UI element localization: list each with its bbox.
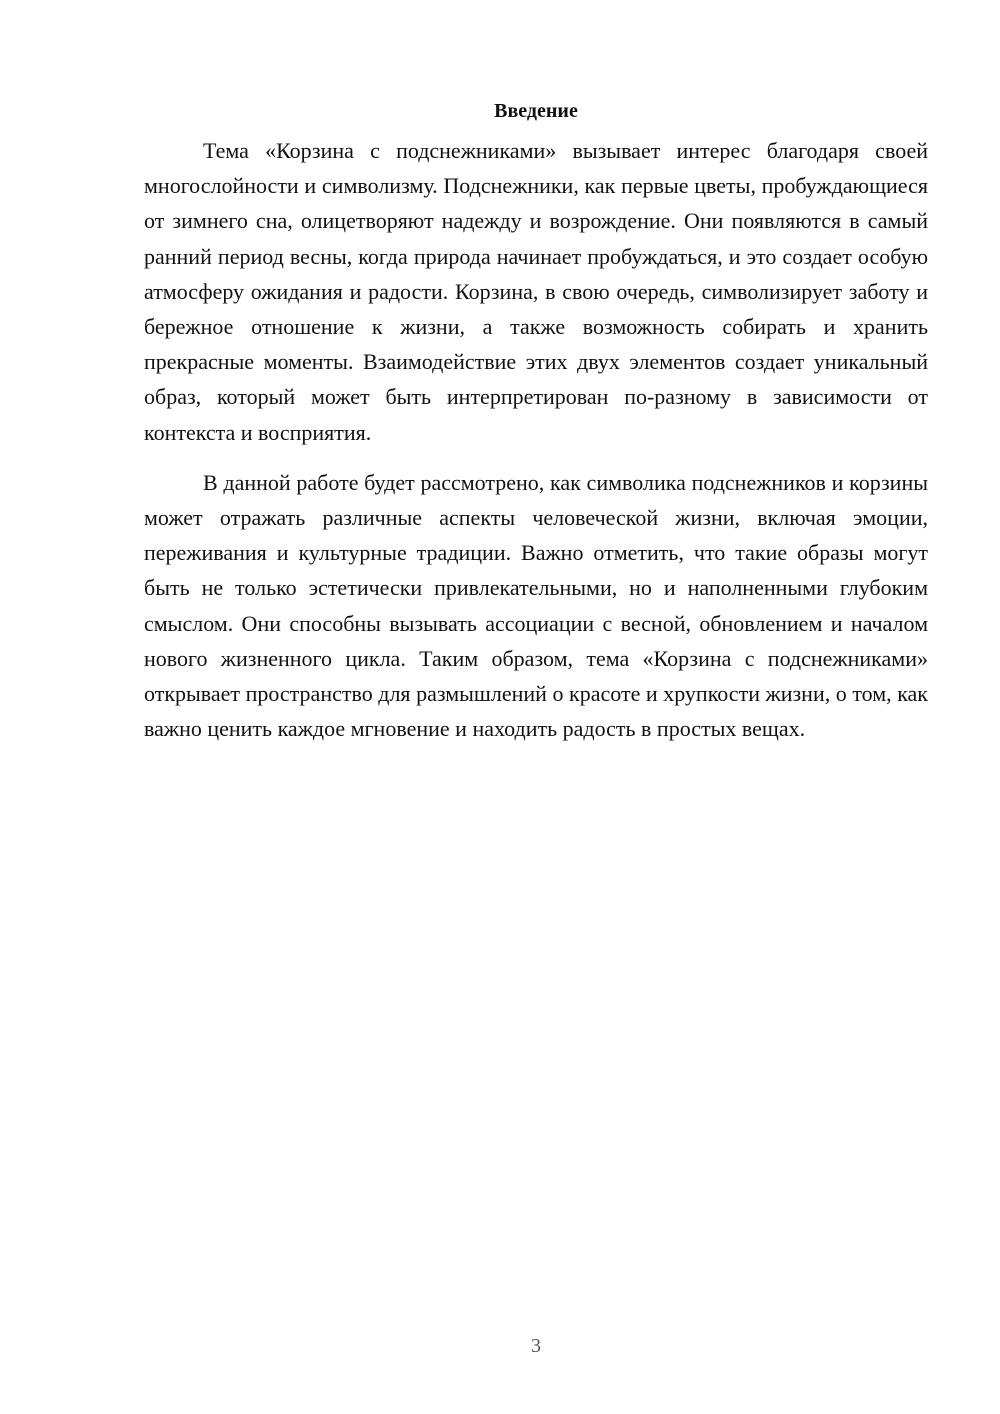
- page-number: 3: [531, 1335, 541, 1357]
- paragraph-1: Тема «Корзина с подснежниками» вызывает интерес благодаря своей многослойности и символизму. Подснежники, как первые цветы, пробуждающиеся от зимнего сна, олицетворяют надежду и возрождение. Они появляются в самый ранний период весны, когда природа начинает пробуждаться, и это создает особую атмосферу ожидания и радости. Корзина, в свою очередь, символизирует заботу и бережное отношение к жизни, а также возможность собирать и хранить прекрасные моменты. Взаимодействие этих двух элементов создает уникальный образ, который может быть интерпретирован по-разному в зависимости от контекста и восприятия.: [144, 138, 928, 445]
- paragraph-2: В данной работе будет рассмотрено, как символика подснежников и корзины может отражать различные аспекты человеческой жизни, включая эмоции, переживания и культурные традиции. Важно отметить, что такие образы могут быть не только эстетически привлекательными, но и наполненными глубоким смыслом. Они способны вызывать ассоциации с весной, обновлением и началом нового жизненного цикла. Таким образом, тема «Корзина с подснежниками» открывает пространство для размышлений о красоте и хрупкости жизни, о том, как важно ценить каждое мгновение и находить радость в простых вещах.: [144, 469, 928, 742]
- section-heading: Введение: [494, 100, 578, 122]
- page-content: [144, 95, 928, 746]
